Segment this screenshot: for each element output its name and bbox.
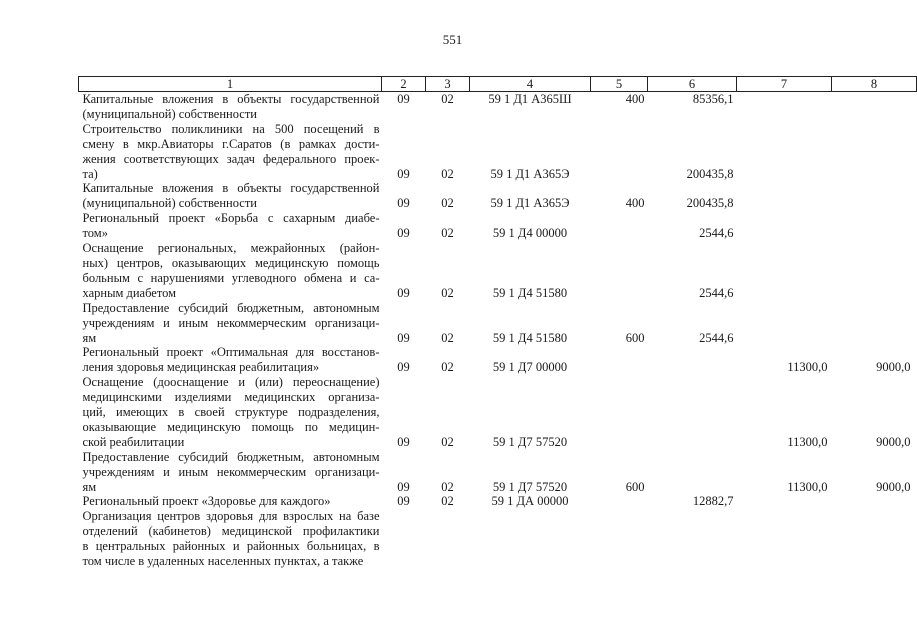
row-name-line: оказывающие медицинскую помощь по медицин- xyxy=(82,419,380,434)
row-name-line: Капитальные вложения в объекты государственной xyxy=(82,181,380,196)
row-target-item: 59 1 ДА 00000 xyxy=(491,494,569,509)
row-subsection: 02 xyxy=(441,166,454,181)
table-row xyxy=(79,345,917,375)
row-amount-col6: 2544,6 xyxy=(699,285,734,300)
row-amount-col8: 9000,0 xyxy=(876,360,911,375)
row-section: 09 xyxy=(397,166,410,181)
row-name-line: ления здоровья медицинская реабилитация» xyxy=(82,360,320,375)
row-amount-col8 xyxy=(832,241,917,301)
row-name-line: (муниципальной) собственности xyxy=(82,106,257,121)
row-amount-col7 xyxy=(737,92,832,122)
row-expense-type: 600 xyxy=(625,479,645,494)
row-name xyxy=(79,375,382,450)
row-amount-col8 xyxy=(832,92,917,122)
row-subsection: 02 xyxy=(441,360,454,375)
row-subsection: 02 xyxy=(441,92,454,106)
row-name xyxy=(79,345,382,375)
row-amount-col6: 12882,7 xyxy=(692,494,734,509)
row-amount-col7 xyxy=(737,241,832,301)
row-name-line: учреждениям и иным некоммерческим организаци- xyxy=(82,464,380,479)
row-amount-col8: 9000,0 xyxy=(876,479,911,494)
row-name xyxy=(79,92,382,122)
row-amount-col6: 200435,8 xyxy=(686,196,734,211)
header-col-7: 7 xyxy=(737,77,832,92)
row-target-item xyxy=(470,509,591,569)
row-expense-type xyxy=(591,122,648,182)
row-section: 09 xyxy=(397,330,410,345)
row-name xyxy=(79,122,382,182)
row-name-line: ных) центров, оказывающих медицинскую помощь xyxy=(82,255,380,270)
row-name-line: том» xyxy=(82,226,108,241)
table-row xyxy=(79,241,917,301)
row-amount-col7 xyxy=(737,181,832,211)
row-name-line: ской реабилитации xyxy=(82,434,185,449)
row-name-line: учреждениям и иным некоммерческим организаци- xyxy=(82,315,380,330)
header-col-2: 2 xyxy=(382,77,426,92)
row-target-item: 59 1 Д1 А365Ш xyxy=(488,92,572,106)
row-amount-col7 xyxy=(737,494,832,509)
row-amount-col8 xyxy=(832,301,917,346)
row-amount-col6: 200435,8 xyxy=(686,166,734,181)
row-amount-col8 xyxy=(832,509,917,569)
row-name-line: медицинскими изделиями медицинских организа- xyxy=(82,390,380,405)
row-name-line: Региональный проект «Оптимальная для восстанов- xyxy=(82,345,380,360)
row-amount-col8 xyxy=(832,181,917,211)
table-row xyxy=(79,375,917,450)
row-amount-col7 xyxy=(737,122,832,182)
row-subsection: 02 xyxy=(441,494,454,509)
row-name-line: Оснащение региональных, межрайонных (район- xyxy=(82,241,380,256)
row-subsection: 02 xyxy=(441,434,454,449)
row-section: 09 xyxy=(397,360,410,375)
row-amount-col8 xyxy=(832,122,917,182)
row-expense-type: 600 xyxy=(625,330,645,345)
table-row xyxy=(79,494,917,509)
row-name xyxy=(79,211,382,241)
row-name xyxy=(79,509,382,569)
row-name xyxy=(79,241,382,301)
header-col-5: 5 xyxy=(591,77,648,92)
row-amount-col6: 2544,6 xyxy=(699,226,734,241)
row-section: 09 xyxy=(397,226,410,241)
row-amount-col7 xyxy=(737,211,832,241)
row-name-line: том числе в удаленных населенных пунктах, а также xyxy=(82,554,364,569)
row-section: 09 xyxy=(397,434,410,449)
table-row xyxy=(79,122,917,182)
row-section: 09 xyxy=(397,285,410,300)
row-name-line: (муниципальной) собственности xyxy=(82,196,257,211)
row-amount-col7: 11300,0 xyxy=(787,434,828,449)
header-col-1: 1 xyxy=(79,77,382,92)
row-name-line: Строительство поликлиники на 500 посещений в xyxy=(82,121,380,136)
row-expense-type xyxy=(591,345,648,375)
row-amount-col6: 2544,6 xyxy=(699,330,734,345)
row-amount-col6: 85356,1 xyxy=(692,92,734,106)
table-body xyxy=(79,92,917,570)
row-amount-col7 xyxy=(737,509,832,569)
row-target-item: 59 1 Д1 А365Э xyxy=(490,196,570,211)
table-row xyxy=(79,450,917,495)
row-target-item: 59 1 Д4 00000 xyxy=(492,226,568,241)
row-expense-type: 400 xyxy=(625,196,645,211)
row-name-line: харным диабетом xyxy=(82,285,177,300)
table-header xyxy=(79,77,917,92)
row-name xyxy=(79,301,382,346)
row-section: 09 xyxy=(397,479,410,494)
row-expense-type xyxy=(591,509,648,569)
row-section: 09 xyxy=(397,92,410,106)
header-col-3: 3 xyxy=(426,77,470,92)
row-name-line: Капитальные вложения в объекты государственной xyxy=(82,92,380,106)
row-amount-col8 xyxy=(832,211,917,241)
row-target-item: 59 1 Д7 57520 xyxy=(492,479,568,494)
budget-table xyxy=(78,76,917,569)
row-target-item: 59 1 Д7 57520 xyxy=(492,434,568,449)
row-name-line: Предоставление субсидий бюджетным, автономным xyxy=(82,449,380,464)
row-name xyxy=(79,450,382,495)
row-section xyxy=(382,509,426,569)
header-col-6: 6 xyxy=(648,77,737,92)
row-amount-col8: 9000,0 xyxy=(876,434,911,449)
row-target-item: 59 1 Д4 51580 xyxy=(492,285,568,300)
row-expense-type xyxy=(591,211,648,241)
row-name-line: больным с нарушениями углеводного обмена и са- xyxy=(82,270,380,285)
row-name-line: Оснащение (дооснащение и (или) переоснащение) xyxy=(82,375,380,390)
row-target-item: 59 1 Д4 51580 xyxy=(492,330,568,345)
row-expense-type xyxy=(591,494,648,509)
row-name-line: жения соответствующих задач федерального проек- xyxy=(82,151,380,166)
table-row xyxy=(79,509,917,569)
row-name-line: ций, имеющих в своей структуре подразделения, xyxy=(82,405,380,420)
row-name-line: отделений (кабинетов) медицинской профилактики xyxy=(82,524,380,539)
row-subsection: 02 xyxy=(441,479,454,494)
row-target-item: 59 1 Д1 А365Э xyxy=(490,166,570,181)
row-name xyxy=(79,494,382,509)
row-amount-col7 xyxy=(737,301,832,346)
table-row xyxy=(79,211,917,241)
header-col-8: 8 xyxy=(832,77,917,92)
row-name-line: ям xyxy=(82,330,97,345)
row-subsection xyxy=(426,509,470,569)
row-subsection: 02 xyxy=(441,196,454,211)
row-amount-col7: 11300,0 xyxy=(787,479,828,494)
table-row xyxy=(79,301,917,346)
row-name-line: ям xyxy=(82,479,97,494)
row-amount-col6 xyxy=(648,509,737,569)
row-amount-col6 xyxy=(648,375,737,450)
header-col-4: 4 xyxy=(470,77,591,92)
row-name xyxy=(79,181,382,211)
row-expense-type xyxy=(591,375,648,450)
row-target-item: 59 1 Д7 00000 xyxy=(492,360,568,375)
row-amount-col7: 11300,0 xyxy=(787,360,828,375)
row-subsection: 02 xyxy=(441,330,454,345)
row-expense-type xyxy=(591,241,648,301)
row-subsection: 02 xyxy=(441,226,454,241)
table-row xyxy=(79,92,917,122)
row-section: 09 xyxy=(397,494,410,509)
row-name-line: Региональный проект «Здоровье для каждого» xyxy=(82,494,331,509)
row-amount-col6 xyxy=(648,345,737,375)
row-name-line: Предоставление субсидий бюджетным, автономным xyxy=(82,300,380,315)
row-name-line: та) xyxy=(82,166,98,181)
row-name-line: смену в мкр.Авиаторы г.Саратов (в рамках дости- xyxy=(82,136,380,151)
row-amount-col6 xyxy=(648,450,737,495)
row-name-line: в центральных районных и районных больницах, в xyxy=(82,539,380,554)
row-name-line: Региональный проект «Борьба с сахарным диабе- xyxy=(82,211,380,226)
table-row xyxy=(79,181,917,211)
row-section: 09 xyxy=(397,196,410,211)
row-amount-col8 xyxy=(832,494,917,509)
row-expense-type: 400 xyxy=(625,92,645,106)
row-name-line: Организация центров здоровья для взрослых на базе xyxy=(82,509,380,524)
page-number: 551 xyxy=(442,32,463,47)
row-subsection: 02 xyxy=(441,285,454,300)
